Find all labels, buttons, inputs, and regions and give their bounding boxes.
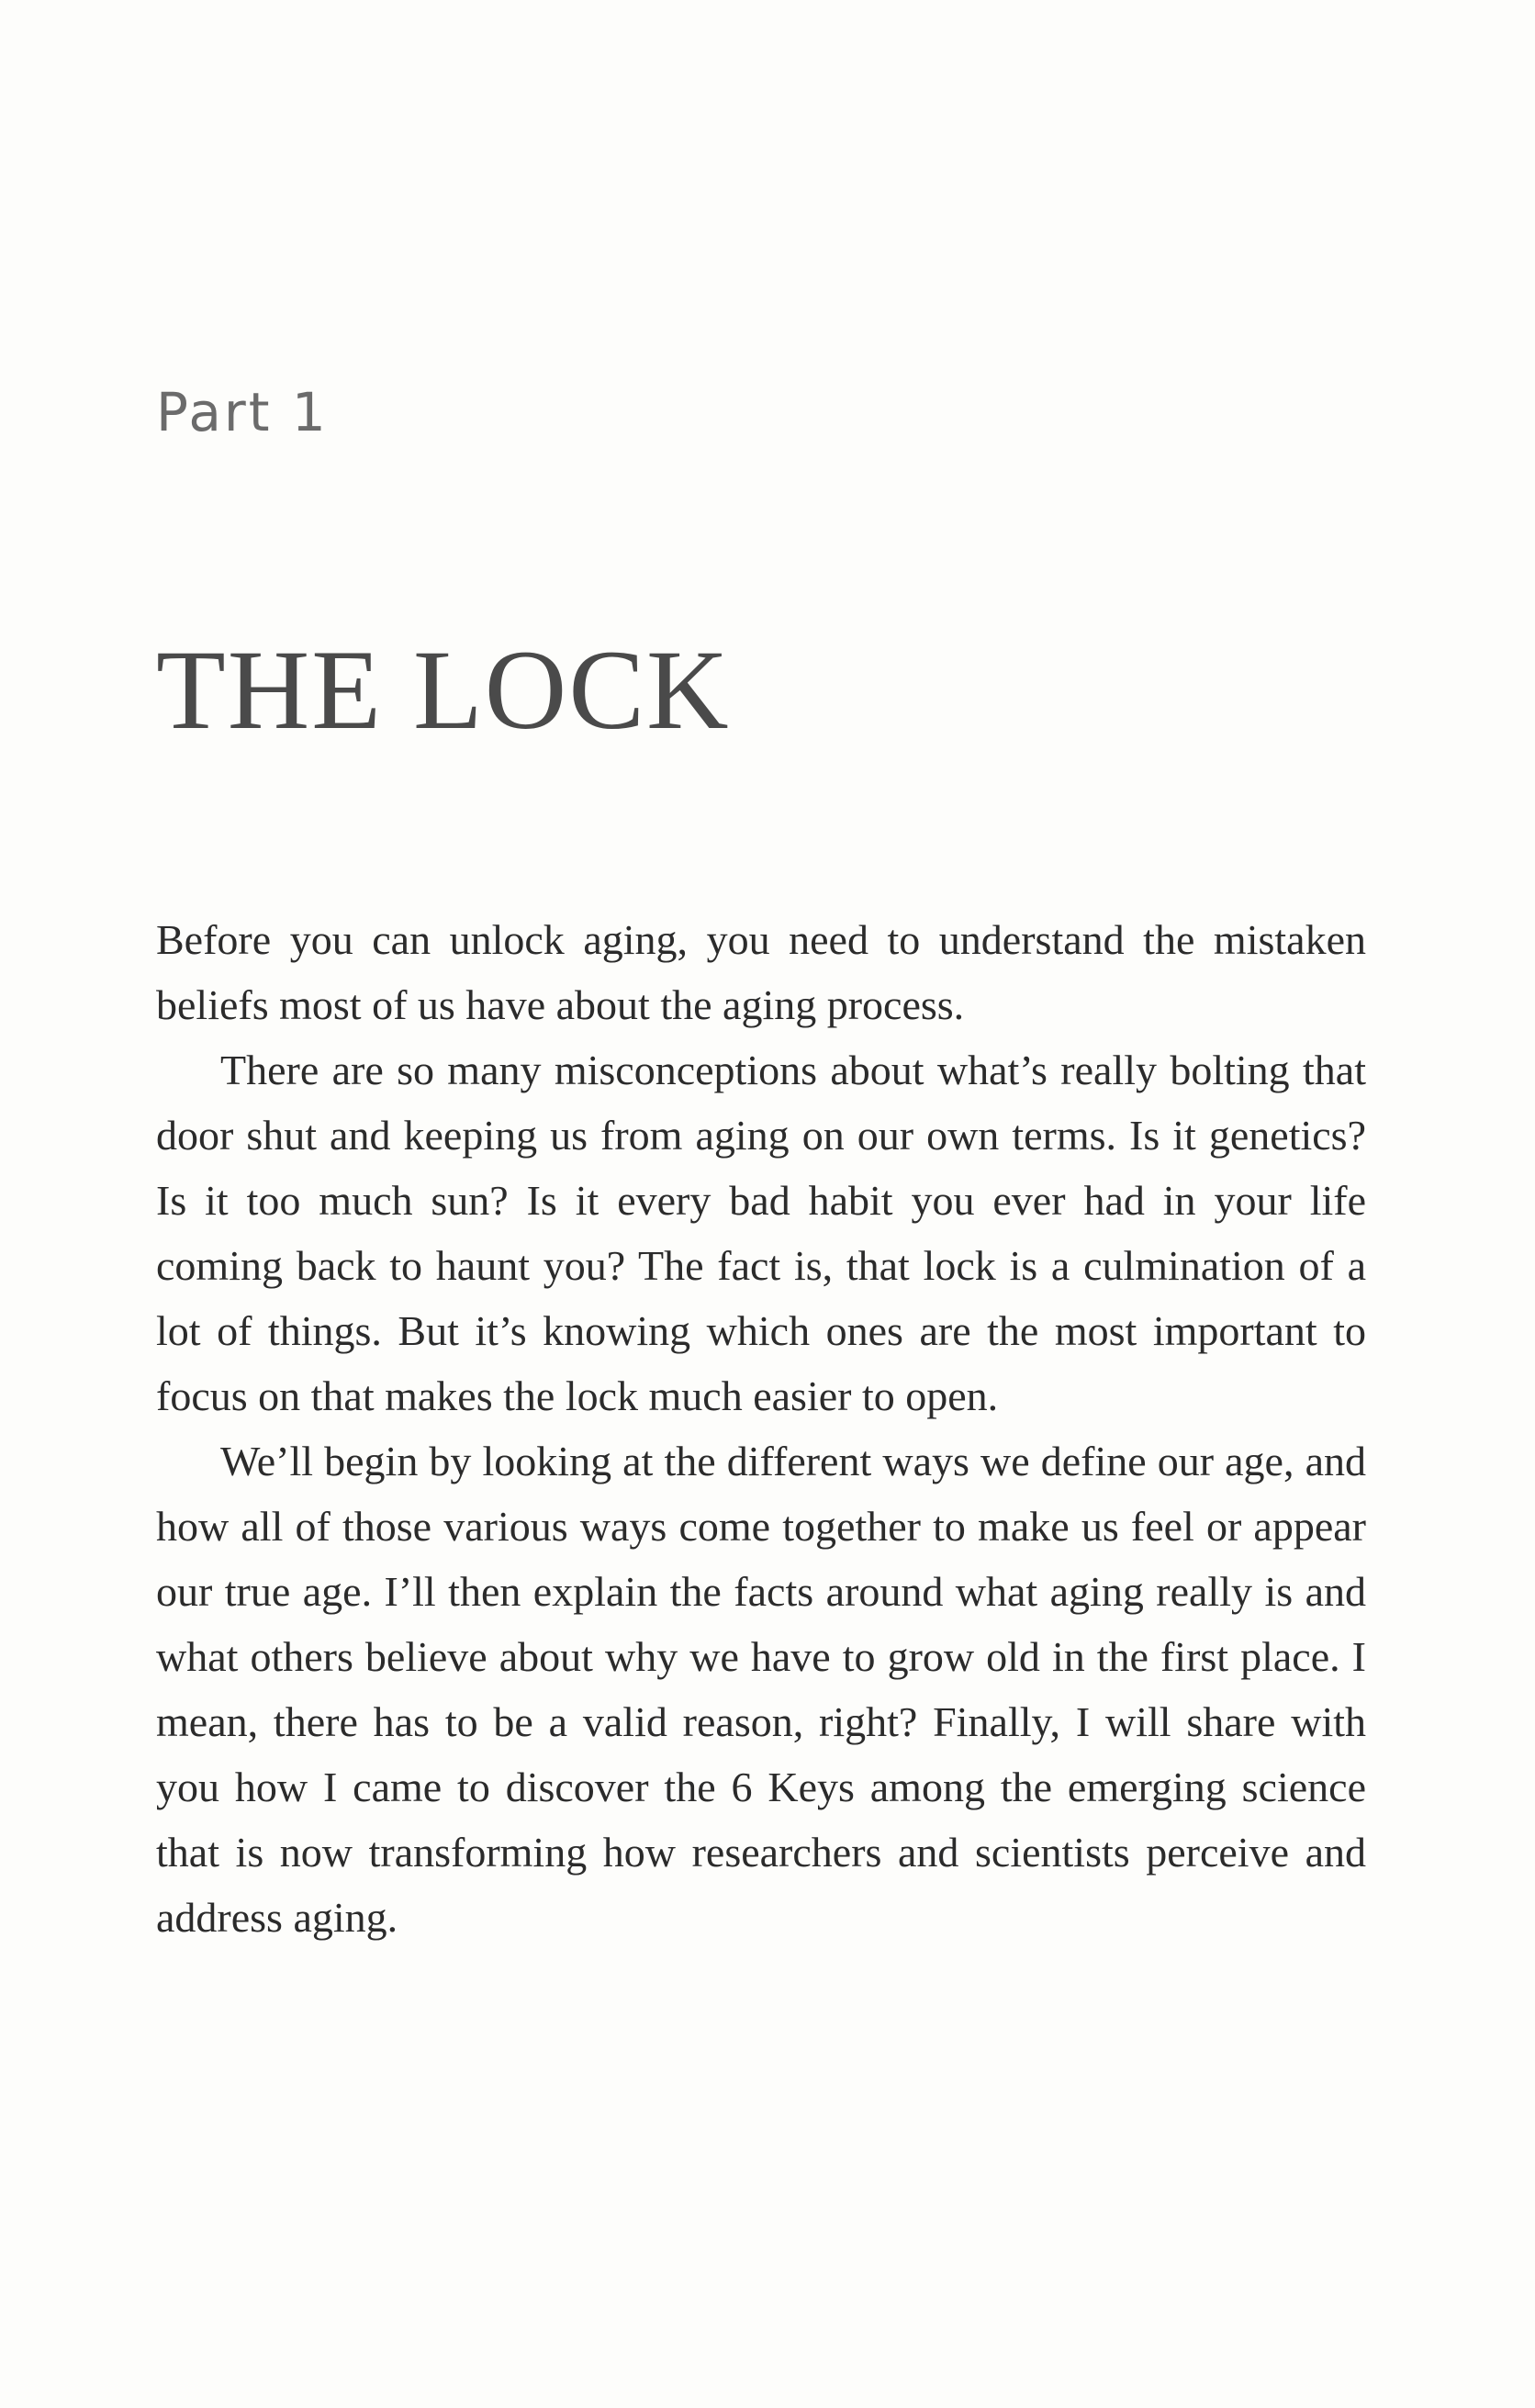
paragraph-3: We’ll begin by looking at the different ways we define our age, and how all of those various ways come together to make us feel or appear our true age. I’ll then explain the facts around what aging really is and what others believe about why we have to grow old in the first place. I mean, there has to be a valid reason, right? Finally, I will share with you how I came to discover the 6 Keys among the emerging science that is now transforming how researchers and scientists perceive and address aging. [156, 1438, 1366, 1941]
paragraph-2: There are so many misconceptions about what’s really bolting that door shut and keeping us from aging on our own terms. Is it genetics? Is it too much sun? Is it every bad habit you ever had in your life coming back to haunt you? The fact is, that lock is a culmination of a lot of things. But it’s knowing which ones are the most important to focus on that makes the lock much easier to open. [156, 1047, 1366, 1419]
part-label: Part 1 [156, 381, 329, 443]
paragraph-1: Before you can unlock aging, you need to understand the mistaken beliefs most of us have about the aging process. [156, 916, 1366, 1028]
chapter-title: THE LOCK [156, 627, 731, 753]
body-text [156, 907, 1366, 1950]
